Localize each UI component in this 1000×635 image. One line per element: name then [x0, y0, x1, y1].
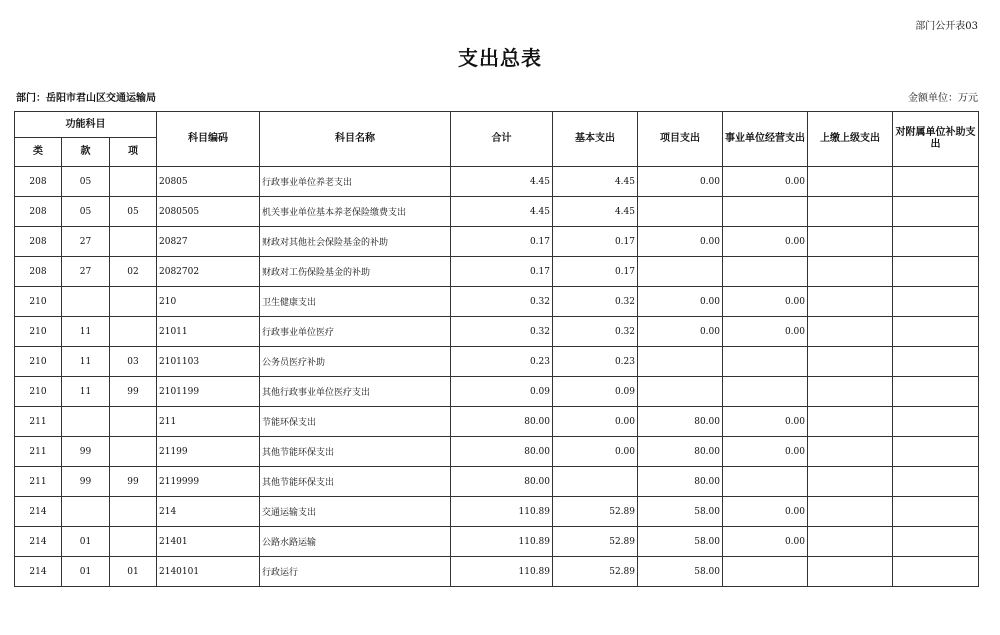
subsidy-cell — [893, 407, 979, 437]
code-cell: 21011 — [157, 317, 260, 347]
upper-cell — [808, 227, 893, 257]
department-label: 部门：岳阳市君山区交通运输局 — [16, 93, 156, 104]
name-cell: 卫生健康支出 — [260, 287, 451, 317]
table-row — [15, 257, 979, 287]
name-cell: 公路水路运输 — [260, 527, 451, 557]
basic-cell: 52.89 — [553, 557, 638, 587]
xiang-cell: 99 — [110, 377, 157, 407]
name-cell: 交通运输支出 — [260, 497, 451, 527]
subsidy-cell — [893, 317, 979, 347]
project-cell — [638, 377, 723, 407]
code-cell: 2101199 — [157, 377, 260, 407]
xiang-cell: 03 — [110, 347, 157, 377]
code-cell: 2080505 — [157, 197, 260, 227]
subsidy-cell — [893, 557, 979, 587]
total-cell: 0.09 — [451, 377, 553, 407]
business-cell — [723, 257, 808, 287]
upper-cell — [808, 287, 893, 317]
upper-cell — [808, 377, 893, 407]
business-header: 事业单位经营支出 — [723, 112, 808, 167]
basic-header: 基本支出 — [553, 112, 638, 167]
code-cell: 2119999 — [157, 467, 260, 497]
subsidy-cell — [893, 497, 979, 527]
business-cell — [723, 557, 808, 587]
business-cell: 0.00 — [723, 497, 808, 527]
total-cell: 0.17 — [451, 257, 553, 287]
name-header: 科目名称 — [260, 112, 451, 167]
kuan-cell: 01 — [62, 557, 110, 587]
lei-cell: 214 — [15, 527, 62, 557]
xiang-cell — [110, 287, 157, 317]
total-header: 合计 — [451, 112, 553, 167]
name-cell: 机关事业单位基本养老保险缴费支出 — [260, 197, 451, 227]
basic-cell: 0.17 — [553, 227, 638, 257]
total-cell: 110.89 — [451, 557, 553, 587]
project-cell — [638, 197, 723, 227]
upper-cell — [808, 527, 893, 557]
code-cell: 20827 — [157, 227, 260, 257]
name-cell: 公务员医疗补助 — [260, 347, 451, 377]
kuan-cell: 01 — [62, 527, 110, 557]
lei-header: 类 — [15, 138, 62, 167]
lei-cell: 208 — [15, 257, 62, 287]
kuan-header: 款 — [62, 138, 110, 167]
table-row — [15, 467, 979, 497]
subsidy-cell — [893, 167, 979, 197]
upper-cell — [808, 437, 893, 467]
kuan-cell: 27 — [62, 257, 110, 287]
upper-cell — [808, 347, 893, 377]
total-cell: 4.45 — [451, 167, 553, 197]
name-cell: 其他行政事业单位医疗支出 — [260, 377, 451, 407]
project-cell: 58.00 — [638, 527, 723, 557]
xiang-header: 项 — [110, 138, 157, 167]
kuan-cell: 99 — [62, 437, 110, 467]
lei-cell: 214 — [15, 557, 62, 587]
basic-cell: 52.89 — [553, 497, 638, 527]
xiang-cell: 01 — [110, 557, 157, 587]
lei-cell: 210 — [15, 287, 62, 317]
project-cell: 0.00 — [638, 287, 723, 317]
code-cell: 2140101 — [157, 557, 260, 587]
xiang-cell — [110, 497, 157, 527]
table-row — [15, 407, 979, 437]
table-row — [15, 287, 979, 317]
lei-cell: 211 — [15, 407, 62, 437]
code-cell: 214 — [157, 497, 260, 527]
subsidy-cell — [893, 227, 979, 257]
business-cell — [723, 197, 808, 227]
project-cell: 0.00 — [638, 227, 723, 257]
total-cell: 110.89 — [451, 527, 553, 557]
kuan-cell — [62, 287, 110, 317]
name-cell: 财政对其他社会保险基金的补助 — [260, 227, 451, 257]
total-cell: 80.00 — [451, 407, 553, 437]
subsidy-cell — [893, 197, 979, 227]
business-cell: 0.00 — [723, 317, 808, 347]
lei-cell: 208 — [15, 227, 62, 257]
total-cell: 0.32 — [451, 287, 553, 317]
basic-cell: 0.17 — [553, 257, 638, 287]
project-cell: 58.00 — [638, 557, 723, 587]
xiang-cell — [110, 317, 157, 347]
kuan-cell: 05 — [62, 197, 110, 227]
business-cell: 0.00 — [723, 287, 808, 317]
subsidy-cell — [893, 347, 979, 377]
kuan-cell: 11 — [62, 317, 110, 347]
page-title: 支出总表 — [458, 46, 542, 70]
code-header: 科目编码 — [157, 112, 260, 167]
total-cell: 80.00 — [451, 467, 553, 497]
expenditure-table — [14, 111, 979, 587]
name-cell: 其他节能环保支出 — [260, 437, 451, 467]
upper-cell — [808, 407, 893, 437]
business-cell: 0.00 — [723, 527, 808, 557]
basic-cell: 0.32 — [553, 287, 638, 317]
business-cell: 0.00 — [723, 167, 808, 197]
upper-cell — [808, 167, 893, 197]
lei-cell: 214 — [15, 497, 62, 527]
subsidy-header: 对附属单位补助支出 — [893, 112, 979, 167]
table-row — [15, 527, 979, 557]
subsidy-cell — [893, 377, 979, 407]
project-cell — [638, 347, 723, 377]
project-cell: 80.00 — [638, 407, 723, 437]
table-row — [15, 227, 979, 257]
upper-cell — [808, 497, 893, 527]
code-cell: 210 — [157, 287, 260, 317]
kuan-cell: 05 — [62, 167, 110, 197]
business-cell — [723, 347, 808, 377]
lei-cell: 211 — [15, 437, 62, 467]
xiang-cell — [110, 407, 157, 437]
business-cell: 0.00 — [723, 227, 808, 257]
subsidy-cell — [893, 287, 979, 317]
subsidy-cell — [893, 467, 979, 497]
lei-cell: 210 — [15, 347, 62, 377]
total-cell: 110.89 — [451, 497, 553, 527]
xiang-cell — [110, 227, 157, 257]
project-cell: 0.00 — [638, 317, 723, 347]
kuan-cell: 27 — [62, 227, 110, 257]
basic-cell — [553, 467, 638, 497]
upper-cell — [808, 317, 893, 347]
kuan-cell: 99 — [62, 467, 110, 497]
upper-cell — [808, 197, 893, 227]
code-cell: 211 — [157, 407, 260, 437]
table-row — [15, 347, 979, 377]
total-cell: 0.32 — [451, 317, 553, 347]
business-cell: 0.00 — [723, 407, 808, 437]
project-cell: 80.00 — [638, 437, 723, 467]
business-cell — [723, 377, 808, 407]
xiang-cell — [110, 167, 157, 197]
kuan-cell — [62, 407, 110, 437]
lei-cell: 210 — [15, 317, 62, 347]
project-cell: 58.00 — [638, 497, 723, 527]
code-cell: 2101103 — [157, 347, 260, 377]
lei-cell: 211 — [15, 467, 62, 497]
total-cell: 4.45 — [451, 197, 553, 227]
name-cell: 财政对工伤保险基金的补助 — [260, 257, 451, 287]
xiang-cell — [110, 437, 157, 467]
subsidy-cell — [893, 257, 979, 287]
basic-cell: 0.32 — [553, 317, 638, 347]
kuan-cell: 11 — [62, 377, 110, 407]
name-cell: 行政事业单位养老支出 — [260, 167, 451, 197]
project-cell: 80.00 — [638, 467, 723, 497]
table-row — [15, 557, 979, 587]
project-header: 项目支出 — [638, 112, 723, 167]
lei-cell: 208 — [15, 167, 62, 197]
table-row — [15, 167, 979, 197]
basic-cell: 0.00 — [553, 407, 638, 437]
func-subject-header: 功能科目 — [15, 112, 157, 138]
lei-cell: 210 — [15, 377, 62, 407]
xiang-cell: 99 — [110, 467, 157, 497]
total-cell: 0.17 — [451, 227, 553, 257]
project-cell: 0.00 — [638, 167, 723, 197]
basic-cell: 52.89 — [553, 527, 638, 557]
name-cell: 节能环保支出 — [260, 407, 451, 437]
table-row — [15, 437, 979, 467]
code-cell: 2082702 — [157, 257, 260, 287]
business-cell — [723, 467, 808, 497]
total-cell: 0.23 — [451, 347, 553, 377]
table-row — [15, 377, 979, 407]
lei-cell: 208 — [15, 197, 62, 227]
upper-cell — [808, 557, 893, 587]
subsidy-cell — [893, 437, 979, 467]
basic-cell: 0.00 — [553, 437, 638, 467]
basic-cell: 4.45 — [553, 167, 638, 197]
upper-header: 上缴上级支出 — [808, 112, 893, 167]
kuan-cell: 11 — [62, 347, 110, 377]
total-cell: 80.00 — [451, 437, 553, 467]
xiang-cell: 05 — [110, 197, 157, 227]
subsidy-cell — [893, 527, 979, 557]
basic-cell: 4.45 — [553, 197, 638, 227]
name-cell: 行政事业单位医疗 — [260, 317, 451, 347]
table-row — [15, 317, 979, 347]
xiang-cell: 02 — [110, 257, 157, 287]
basic-cell: 0.09 — [553, 377, 638, 407]
table-row — [15, 497, 979, 527]
name-cell: 其他节能环保支出 — [260, 467, 451, 497]
name-cell: 行政运行 — [260, 557, 451, 587]
project-cell — [638, 257, 723, 287]
kuan-cell — [62, 497, 110, 527]
xiang-cell — [110, 527, 157, 557]
amount-unit-label: 金额单位：万元 — [908, 93, 978, 104]
code-cell: 21401 — [157, 527, 260, 557]
upper-cell — [808, 467, 893, 497]
code-cell: 20805 — [157, 167, 260, 197]
form-number: 部门公开表03 — [915, 21, 978, 32]
business-cell: 0.00 — [723, 437, 808, 467]
code-cell: 21199 — [157, 437, 260, 467]
table-row — [15, 197, 979, 227]
basic-cell: 0.23 — [553, 347, 638, 377]
upper-cell — [808, 257, 893, 287]
